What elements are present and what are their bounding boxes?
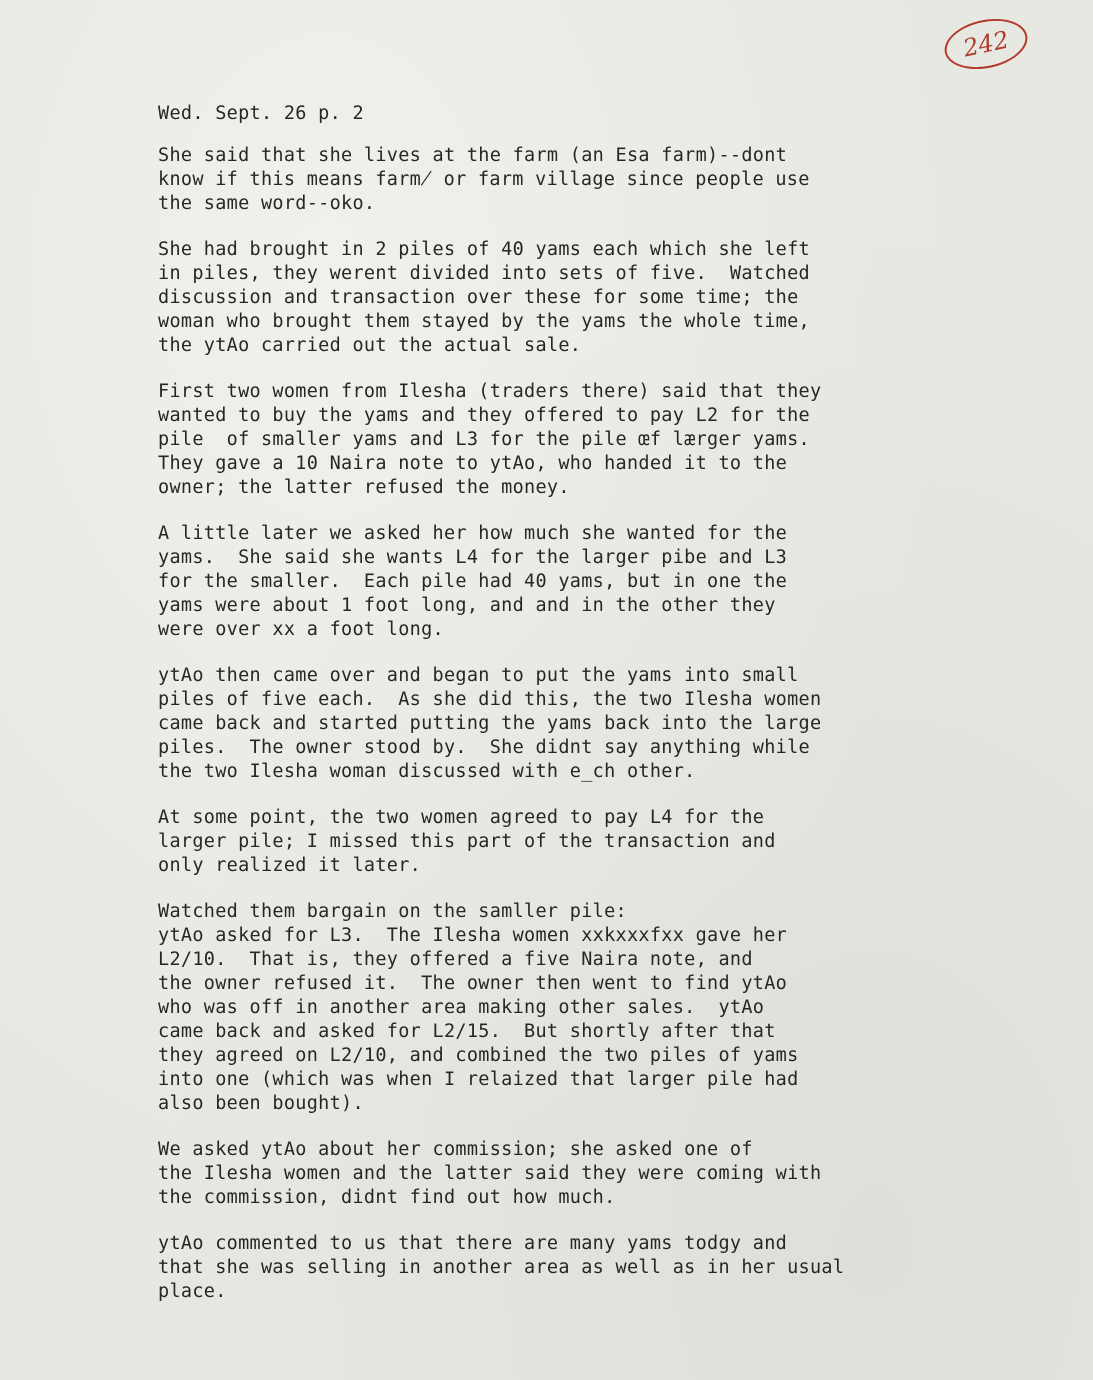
text-line: wanted to buy the yams and they offered to pay L2 for the — [158, 405, 810, 426]
text-line: A little later we asked her how much she wanted for the — [158, 523, 788, 544]
text-line: owner; the latter refused the money. — [158, 477, 570, 498]
paragraph — [158, 380, 1038, 500]
text-line: the same word--oko. — [158, 193, 376, 214]
text-line: came back and started putting the yams back into the large — [158, 713, 822, 734]
text-line: were over xx a foot long. — [158, 619, 444, 640]
paragraph — [158, 806, 1038, 878]
text-line: pile of smaller yams and L3 for the pile œf lærger yams. — [158, 429, 810, 450]
paragraph — [158, 664, 1038, 784]
text-line: ytAo then came over and began to put the yams into small — [158, 665, 799, 686]
text-line: larger pile; I missed this part of the transaction and — [158, 831, 776, 852]
text-line: She said that she lives at the farm (an Esa farm)--dont — [158, 145, 788, 166]
paragraph — [158, 144, 1038, 216]
text-line: know if this means farm̸ or farm village since people use — [158, 169, 810, 190]
text-line: in piles, they werent divided into sets of five. Watched — [158, 263, 810, 284]
text-line: She had brought in 2 piles of 40 yams each which she left — [158, 239, 810, 260]
paragraph — [158, 522, 1038, 642]
text-line: discussion and transaction over these for some time; the — [158, 287, 799, 308]
text-line: We asked ytAo about her commission; she asked one of — [158, 1139, 753, 1160]
paragraph — [158, 238, 1038, 358]
text-line: piles of five each. As she did this, the two Ilesha women — [158, 689, 822, 710]
text-line: L2/10. That is, they offered a five Naira note, and — [158, 949, 753, 970]
page-number-stamp: 242 — [940, 12, 1032, 76]
text-line: ytAo asked for L3. The Ilesha women xxkxxxfxx gave her — [158, 925, 788, 946]
text-line: the ytAo carried out the actual sale. — [158, 335, 582, 356]
text-line: yams. She said she wants L4 for the larger pibe and L3 — [158, 547, 788, 568]
text-line: came back and asked for L2/15. But shortly after that — [158, 1021, 776, 1042]
text-line: who was off in another area making other sales. ytAo — [158, 997, 765, 1018]
text-line: At some point, the two women agreed to pay L4 for the — [158, 807, 765, 828]
text-line: they agreed on L2/10, and combined the two piles of yams — [158, 1045, 799, 1066]
paragraph — [158, 900, 1038, 1116]
text-line: for the smaller. Each pile had 40 yams, but in one the — [158, 571, 788, 592]
typed-notes-body — [158, 144, 1038, 1326]
text-line: the Ilesha women and the latter said they were coming with — [158, 1163, 822, 1184]
paragraph — [158, 1232, 1038, 1304]
text-line: also been bought). — [158, 1093, 364, 1114]
text-line: They gave a 10 Naira note to ytAo, who handed it to the — [158, 453, 788, 474]
text-line: yams were about 1 foot long, and and in the other they — [158, 595, 776, 616]
text-line: place. — [158, 1281, 227, 1302]
paragraph — [158, 1138, 1038, 1210]
text-line: Watched them bargain on the samller pile: — [158, 901, 627, 922]
text-line: into one (which was when I relaized that larger pile had — [158, 1069, 799, 1090]
text-line: that she was selling in another area as well as in her usual — [158, 1257, 845, 1278]
text-line: the commission, didnt find out how much. — [158, 1187, 616, 1208]
text-line: ytAo commented to us that there are many yams todgy and — [158, 1233, 788, 1254]
text-line: the two Ilesha woman discussed with e_ch other. — [158, 761, 696, 782]
text-line: woman who brought them stayed by the yams the whole time, — [158, 311, 810, 332]
page-heading: Wed. Sept. 26 p. 2 — [158, 103, 364, 124]
text-line: the owner refused it. The owner then went to find ytAo — [158, 973, 788, 994]
text-line: only realized it later. — [158, 855, 422, 876]
text-line: piles. The owner stood by. She didnt say anything while — [158, 737, 810, 758]
text-line: First two women from Ilesha (traders there) said that they — [158, 381, 822, 402]
